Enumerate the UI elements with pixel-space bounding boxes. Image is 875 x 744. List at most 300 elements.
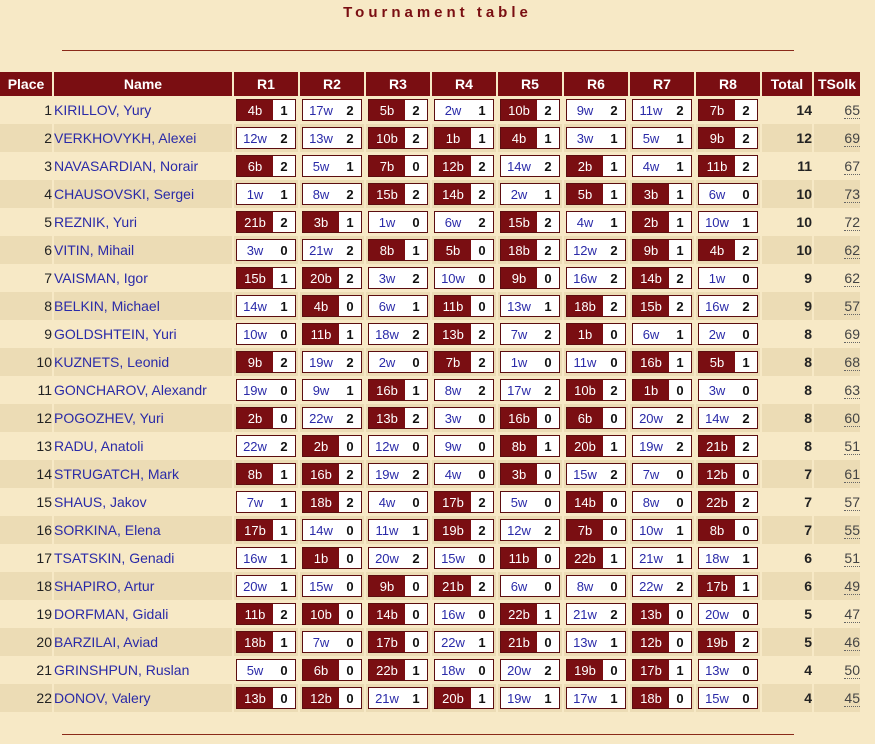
round-cell: [498, 124, 562, 152]
player-name-link[interactable]: VERKHOVYKH, Alexei: [54, 124, 232, 152]
tsolk-link[interactable]: 61: [844, 466, 860, 482]
game-result[interactable]: [566, 659, 626, 681]
game-result[interactable]: [302, 603, 362, 625]
game-result[interactable]: [236, 687, 296, 709]
game-result[interactable]: [302, 435, 362, 457]
round-cell: [234, 348, 298, 376]
game-result[interactable]: [368, 295, 428, 317]
game-result[interactable]: [236, 407, 296, 429]
game-points: 0: [471, 548, 493, 568]
game-points: 1: [537, 296, 559, 316]
game-result[interactable]: [500, 407, 560, 429]
game-result[interactable]: [500, 519, 560, 541]
player-name-link[interactable]: TSATSKIN, Genadi: [54, 544, 232, 572]
game-result[interactable]: [566, 295, 626, 317]
opponent-color: 2b: [303, 436, 339, 456]
round-cell: [432, 292, 496, 320]
game-result[interactable]: [500, 603, 560, 625]
game-points: 0: [537, 548, 559, 568]
round-cell: [366, 320, 430, 348]
tsolk-link[interactable]: 68: [844, 354, 860, 370]
game-result[interactable]: [236, 155, 296, 177]
table-row: [0, 208, 860, 236]
game-result[interactable]: [368, 435, 428, 457]
game-result[interactable]: [236, 99, 296, 121]
game-result[interactable]: [500, 575, 560, 597]
game-result[interactable]: [302, 379, 362, 401]
game-result[interactable]: [500, 183, 560, 205]
game-result[interactable]: [236, 547, 296, 569]
game-result[interactable]: [236, 463, 296, 485]
game-result[interactable]: [632, 603, 692, 625]
tsolk-link[interactable]: 46: [844, 634, 860, 650]
player-name-link[interactable]: DONOV, Valery: [54, 684, 232, 712]
tsolk-link[interactable]: 49: [844, 578, 860, 594]
game-result[interactable]: [566, 547, 626, 569]
player-name-link[interactable]: GOLDSHTEIN, Yuri: [54, 320, 232, 348]
round-cell: [234, 292, 298, 320]
opponent-color: 10b: [567, 380, 603, 400]
game-result[interactable]: [632, 547, 692, 569]
player-name-link[interactable]: NAVASARDIAN, Norair: [54, 152, 232, 180]
game-result[interactable]: [698, 407, 758, 429]
tsolk-link[interactable]: 69: [844, 326, 860, 342]
game-points: 1: [273, 100, 295, 120]
game-result[interactable]: [500, 99, 560, 121]
game-result[interactable]: [368, 127, 428, 149]
game-result[interactable]: [236, 603, 296, 625]
game-result[interactable]: [368, 407, 428, 429]
player-name-link[interactable]: STRUGATCH, Mark: [54, 460, 232, 488]
game-result[interactable]: [632, 575, 692, 597]
game-points: 0: [339, 520, 361, 540]
game-result[interactable]: [236, 631, 296, 653]
game-result[interactable]: [632, 379, 692, 401]
game-result[interactable]: [500, 687, 560, 709]
game-result[interactable]: [500, 295, 560, 317]
game-result[interactable]: [566, 435, 626, 457]
place-cell: 7: [0, 264, 52, 292]
game-result[interactable]: [566, 127, 626, 149]
game-result[interactable]: [566, 631, 626, 653]
opponent-color: 7b: [369, 156, 405, 176]
game-result[interactable]: [632, 407, 692, 429]
game-result[interactable]: [302, 127, 362, 149]
game-result[interactable]: [302, 687, 362, 709]
game-result[interactable]: [698, 519, 758, 541]
header-place: Place: [0, 72, 52, 96]
game-result[interactable]: [236, 239, 296, 261]
round-cell: [498, 656, 562, 684]
tsolk-link[interactable]: 51: [844, 550, 860, 566]
tsolk-link[interactable]: 67: [844, 158, 860, 174]
round-cell: [234, 432, 298, 460]
game-result[interactable]: [368, 603, 428, 625]
game-result[interactable]: [434, 491, 494, 513]
game-result[interactable]: [368, 99, 428, 121]
game-result[interactable]: [434, 99, 494, 121]
place-cell: 1: [0, 96, 52, 124]
game-result[interactable]: [368, 659, 428, 681]
game-result[interactable]: [368, 687, 428, 709]
game-result[interactable]: [434, 155, 494, 177]
opponent-color: 4w: [633, 156, 669, 176]
game-result[interactable]: [236, 267, 296, 289]
game-result[interactable]: [368, 519, 428, 541]
tsolk-link[interactable]: 47: [844, 606, 860, 622]
game-points: 0: [471, 660, 493, 680]
opponent-color: 10w: [699, 212, 735, 232]
game-result[interactable]: [302, 239, 362, 261]
game-result[interactable]: [698, 435, 758, 457]
game-result[interactable]: [236, 351, 296, 373]
game-result[interactable]: [698, 239, 758, 261]
round-cell: [498, 376, 562, 404]
tsolk-link[interactable]: 69: [844, 130, 860, 146]
game-result[interactable]: [566, 183, 626, 205]
tsolk-link[interactable]: 73: [844, 186, 860, 202]
game-result[interactable]: [566, 239, 626, 261]
player-name-link[interactable]: BARZILAI, Aviad: [54, 628, 232, 656]
tsolk-link[interactable]: 57: [844, 298, 860, 314]
game-result[interactable]: [434, 659, 494, 681]
game-result[interactable]: [302, 463, 362, 485]
game-result[interactable]: [368, 239, 428, 261]
tsolk-link[interactable]: 62: [844, 242, 860, 258]
game-result[interactable]: [632, 295, 692, 317]
opponent-color: 3b: [303, 212, 339, 232]
opponent-color: 21b: [501, 632, 537, 652]
game-points: 2: [471, 352, 493, 372]
game-result[interactable]: [500, 211, 560, 233]
game-result[interactable]: [500, 323, 560, 345]
game-result[interactable]: [698, 127, 758, 149]
game-result[interactable]: [632, 99, 692, 121]
game-result[interactable]: [434, 407, 494, 429]
tsolk-cell: [814, 460, 860, 488]
game-result[interactable]: [698, 463, 758, 485]
round-cell: [696, 600, 760, 628]
player-name-link[interactable]: SHAUS, Jakov: [54, 488, 232, 516]
game-result[interactable]: [236, 435, 296, 457]
table-row: [0, 488, 860, 516]
player-name-link[interactable]: REZNIK, Yuri: [54, 208, 232, 236]
game-result[interactable]: [302, 155, 362, 177]
round-cell: [234, 96, 298, 124]
tsolk-link[interactable]: 60: [844, 410, 860, 426]
game-result[interactable]: [500, 351, 560, 373]
game-result[interactable]: [434, 323, 494, 345]
game-result[interactable]: [500, 267, 560, 289]
game-result[interactable]: [500, 491, 560, 513]
game-points: 1: [273, 548, 295, 568]
game-result[interactable]: [368, 155, 428, 177]
game-points: 1: [735, 548, 757, 568]
tsolk-link[interactable]: 45: [844, 690, 860, 706]
game-result[interactable]: [368, 631, 428, 653]
game-result[interactable]: [632, 435, 692, 457]
game-result[interactable]: [236, 519, 296, 541]
game-result[interactable]: [236, 491, 296, 513]
game-result[interactable]: [566, 575, 626, 597]
opponent-color: 2w: [699, 324, 735, 344]
game-result[interactable]: [434, 687, 494, 709]
game-result[interactable]: [302, 351, 362, 373]
round-cell: [366, 404, 430, 432]
game-result[interactable]: [302, 547, 362, 569]
player-name-link[interactable]: GRINSHPUN, Ruslan: [54, 656, 232, 684]
game-result[interactable]: [698, 323, 758, 345]
table-row: [0, 376, 860, 404]
game-result[interactable]: [632, 239, 692, 261]
round-cell: [630, 320, 694, 348]
player-name-link[interactable]: VITIN, Mihail: [54, 236, 232, 264]
game-result[interactable]: [566, 491, 626, 513]
game-result[interactable]: [302, 575, 362, 597]
game-result[interactable]: [698, 211, 758, 233]
table-row: [0, 152, 860, 180]
opponent-color: 22b: [501, 604, 537, 624]
game-result[interactable]: [434, 211, 494, 233]
tsolk-cell: [814, 684, 860, 712]
game-result[interactable]: [302, 267, 362, 289]
game-result[interactable]: [236, 127, 296, 149]
game-result[interactable]: [434, 127, 494, 149]
game-result[interactable]: [236, 379, 296, 401]
total-cell: 7: [762, 488, 812, 516]
tsolk-link[interactable]: 51: [844, 438, 860, 454]
game-result[interactable]: [434, 519, 494, 541]
game-result[interactable]: [368, 211, 428, 233]
game-result[interactable]: [302, 211, 362, 233]
game-result[interactable]: [302, 323, 362, 345]
tsolk-link[interactable]: 65: [844, 102, 860, 118]
player-name-link[interactable]: SHAPIRO, Artur: [54, 572, 232, 600]
game-result[interactable]: [500, 631, 560, 653]
game-result[interactable]: [434, 435, 494, 457]
round-cell: [630, 572, 694, 600]
game-result[interactable]: [500, 127, 560, 149]
game-result[interactable]: [236, 211, 296, 233]
game-points: 0: [339, 548, 361, 568]
opponent-color: 12w: [567, 240, 603, 260]
round-cell: [234, 404, 298, 432]
game-result[interactable]: [632, 519, 692, 541]
player-name-link[interactable]: KUZNETS, Leonid: [54, 348, 232, 376]
game-result[interactable]: [500, 547, 560, 569]
game-result[interactable]: [434, 183, 494, 205]
game-result[interactable]: [632, 127, 692, 149]
tsolk-link[interactable]: 62: [844, 270, 860, 286]
game-result[interactable]: [698, 267, 758, 289]
player-name-link[interactable]: RADU, Anatoli: [54, 432, 232, 460]
opponent-color: 5b: [435, 240, 471, 260]
game-result[interactable]: [566, 379, 626, 401]
game-result[interactable]: [566, 407, 626, 429]
round-cell: [630, 264, 694, 292]
game-result[interactable]: [632, 351, 692, 373]
game-result[interactable]: [236, 183, 296, 205]
game-result[interactable]: [632, 659, 692, 681]
round-cell: [696, 628, 760, 656]
player-name-link[interactable]: GONCHAROV, Alexandr: [54, 376, 232, 404]
game-result[interactable]: [368, 267, 428, 289]
game-result[interactable]: [368, 379, 428, 401]
opponent-color: 3w: [369, 268, 405, 288]
game-result[interactable]: [500, 659, 560, 681]
game-result[interactable]: [566, 687, 626, 709]
game-result[interactable]: [302, 183, 362, 205]
tournament-table: [0, 72, 862, 712]
game-points: 1: [669, 352, 691, 372]
game-result[interactable]: [500, 435, 560, 457]
round-cell: [300, 376, 364, 404]
game-result[interactable]: [632, 211, 692, 233]
round-cell: [696, 208, 760, 236]
game-result[interactable]: [368, 575, 428, 597]
game-result[interactable]: [434, 463, 494, 485]
game-result[interactable]: [368, 323, 428, 345]
game-result[interactable]: [302, 295, 362, 317]
game-result[interactable]: [236, 575, 296, 597]
game-result[interactable]: [302, 491, 362, 513]
game-result[interactable]: [698, 183, 758, 205]
player-name-link[interactable]: BELKIN, Michael: [54, 292, 232, 320]
game-result[interactable]: [698, 631, 758, 653]
game-result[interactable]: [632, 183, 692, 205]
tsolk-link[interactable]: 63: [844, 382, 860, 398]
game-result[interactable]: [434, 295, 494, 317]
game-result[interactable]: [500, 239, 560, 261]
game-result[interactable]: [500, 463, 560, 485]
game-result[interactable]: [632, 267, 692, 289]
game-points: 0: [603, 520, 625, 540]
player-name-link[interactable]: DORFMAN, Gidali: [54, 600, 232, 628]
game-result[interactable]: [698, 155, 758, 177]
round-cell: [498, 460, 562, 488]
game-result[interactable]: [566, 99, 626, 121]
game-result[interactable]: [698, 687, 758, 709]
player-name-link[interactable]: CHAUSOVSKI, Sergei: [54, 180, 232, 208]
opponent-color: 15b: [237, 268, 273, 288]
game-result[interactable]: [566, 323, 626, 345]
game-result[interactable]: [236, 323, 296, 345]
game-result[interactable]: [632, 491, 692, 513]
game-result[interactable]: [566, 603, 626, 625]
opponent-color: 5w: [501, 492, 537, 512]
game-result[interactable]: [500, 379, 560, 401]
round-cell: [234, 152, 298, 180]
player-name-link[interactable]: VAISMAN, Igor: [54, 264, 232, 292]
game-points: 0: [405, 576, 427, 596]
game-result[interactable]: [368, 351, 428, 373]
game-result[interactable]: [434, 267, 494, 289]
game-result[interactable]: [368, 463, 428, 485]
game-result[interactable]: [698, 603, 758, 625]
game-result[interactable]: [302, 99, 362, 121]
game-result[interactable]: [698, 99, 758, 121]
game-result[interactable]: [500, 155, 560, 177]
game-result[interactable]: [236, 659, 296, 681]
game-points: 1: [339, 156, 361, 176]
game-result[interactable]: [566, 267, 626, 289]
game-result[interactable]: [566, 211, 626, 233]
round-cell: [696, 292, 760, 320]
opponent-color: 19w: [501, 688, 537, 708]
tsolk-link[interactable]: 57: [844, 494, 860, 510]
round-cell: [432, 488, 496, 516]
game-result[interactable]: [434, 631, 494, 653]
opponent-color: 13w: [501, 296, 537, 316]
game-result[interactable]: [566, 155, 626, 177]
game-result[interactable]: [566, 519, 626, 541]
player-name-link[interactable]: SORKINA, Elena: [54, 516, 232, 544]
opponent-color: 12b: [633, 632, 669, 652]
game-result[interactable]: [302, 631, 362, 653]
opponent-color: 11b: [501, 548, 537, 568]
game-result[interactable]: [434, 575, 494, 597]
place-cell: 9: [0, 320, 52, 348]
game-result[interactable]: [632, 687, 692, 709]
game-result[interactable]: [698, 295, 758, 317]
player-name-link[interactable]: KIRILLOV, Yury: [54, 96, 232, 124]
game-result[interactable]: [698, 547, 758, 569]
game-points: 1: [471, 632, 493, 652]
game-result[interactable]: [566, 463, 626, 485]
game-result[interactable]: [434, 603, 494, 625]
game-result[interactable]: [632, 463, 692, 485]
player-name-link[interactable]: POGOZHEV, Yuri: [54, 404, 232, 432]
round-cell: [564, 488, 628, 516]
game-result[interactable]: [434, 547, 494, 569]
round-cell: [300, 516, 364, 544]
game-result[interactable]: [698, 575, 758, 597]
game-result[interactable]: [368, 547, 428, 569]
game-result[interactable]: [236, 295, 296, 317]
game-result[interactable]: [368, 491, 428, 513]
game-result[interactable]: [434, 379, 494, 401]
game-result[interactable]: [632, 323, 692, 345]
game-result[interactable]: [698, 351, 758, 373]
game-result[interactable]: [302, 659, 362, 681]
opponent-color: 9b: [237, 352, 273, 372]
game-result[interactable]: [368, 183, 428, 205]
game-result[interactable]: [434, 239, 494, 261]
tsolk-link[interactable]: 72: [844, 214, 860, 230]
game-result[interactable]: [302, 407, 362, 429]
round-cell: [630, 96, 694, 124]
tsolk-link[interactable]: 50: [844, 662, 860, 678]
game-result[interactable]: [566, 351, 626, 373]
place-cell: 20: [0, 628, 52, 656]
game-result[interactable]: [632, 631, 692, 653]
header-r4: R4: [432, 72, 496, 96]
game-points: 0: [471, 604, 493, 624]
game-points: 2: [669, 436, 691, 456]
game-result[interactable]: [698, 379, 758, 401]
tsolk-link[interactable]: 55: [844, 522, 860, 538]
game-result[interactable]: [302, 519, 362, 541]
opponent-color: 12w: [369, 436, 405, 456]
game-points: 1: [405, 688, 427, 708]
game-result[interactable]: [698, 491, 758, 513]
game-points: 0: [471, 436, 493, 456]
game-result[interactable]: [434, 351, 494, 373]
opponent-color: 4w: [435, 464, 471, 484]
game-result[interactable]: [698, 659, 758, 681]
round-cell: [696, 684, 760, 712]
game-result[interactable]: [632, 155, 692, 177]
